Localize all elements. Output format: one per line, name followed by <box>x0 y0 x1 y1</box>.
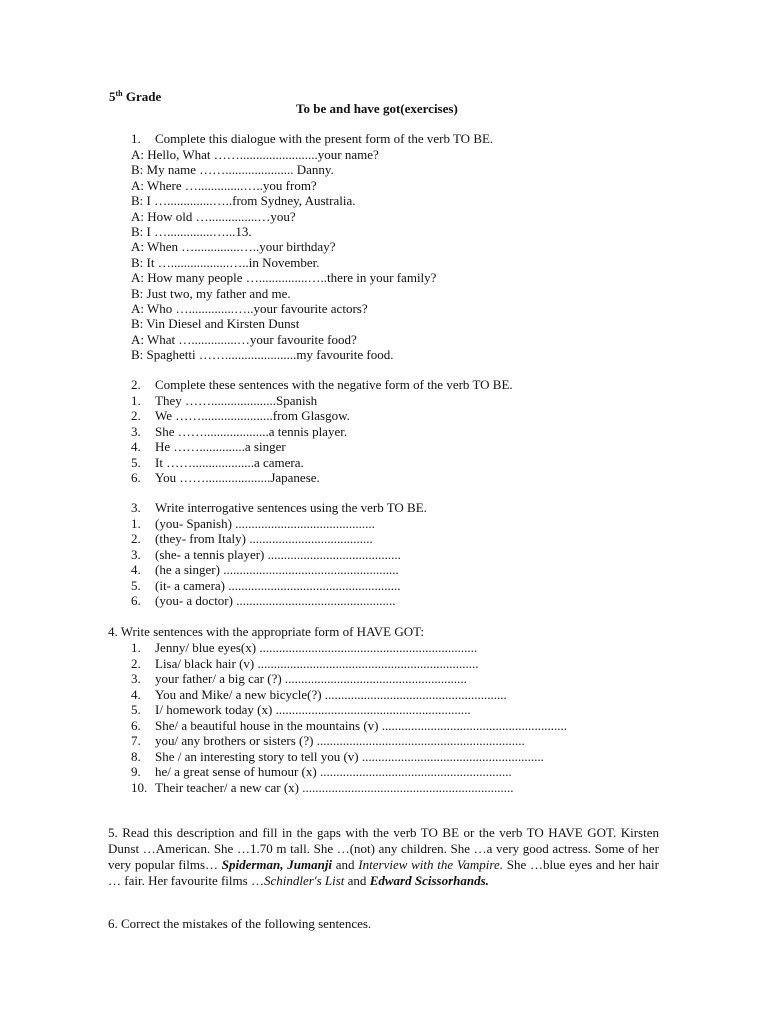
question-item-number: 3. <box>131 546 141 562</box>
have-got-item <box>131 749 544 764</box>
have-got-item <box>131 718 567 733</box>
grade-label: 5th Grade <box>109 89 162 104</box>
have-got-item <box>131 656 479 671</box>
have-got-item-number: 3. <box>131 671 141 686</box>
question-item <box>131 578 401 593</box>
question-item-text: (you- a doctor) ................................................. <box>155 593 396 608</box>
question-item <box>131 593 395 608</box>
question-item <box>131 562 399 577</box>
negative-sentence-item <box>131 470 320 485</box>
have-got-item-text: Jenny/ blue eyes(x) ................................................................... <box>155 640 478 655</box>
negative-sentence-item-number: 3. <box>131 423 141 439</box>
negative-sentence-item-number: 1. <box>131 393 141 408</box>
have-got-item-text: I/ homework today (x) ............................................................ <box>155 702 471 717</box>
have-got-item <box>131 764 512 779</box>
have-got-item-number: 1. <box>131 640 141 655</box>
worksheet-title: To be and have got(exercises) <box>296 101 458 116</box>
question-item-number: 6. <box>131 593 141 608</box>
negative-sentence-item <box>131 455 304 470</box>
have-got-item <box>131 733 525 748</box>
question-item-text: (you- Spanish) ........................................... <box>155 516 375 531</box>
have-got-item-text: Their teacher/ a new car (x) ................................................................. <box>155 779 514 795</box>
dialogue-line: A: How many people …...............…..there in your family? <box>131 270 437 286</box>
negative-sentence-item-number: 5. <box>131 454 141 470</box>
negative-sentence-item-text: You ……....................Japanese. <box>155 470 320 485</box>
negative-sentence-item-text: He ……..............a singer <box>155 439 286 455</box>
negative-sentence-item <box>131 393 317 408</box>
exercise-1-heading: 1. Complete this dialogue with the present form of the verb TO BE. <box>131 131 494 146</box>
have-got-item <box>131 702 471 717</box>
negative-sentence-item-text: It ……...................a camera. <box>155 454 304 470</box>
have-got-item-number: 5. <box>131 702 141 717</box>
question-item-text: (it- a camera) ..................................................... <box>155 577 401 593</box>
dialogue-line: A: How old …...............…you? <box>131 208 296 224</box>
question-item-number: 1. <box>131 516 141 531</box>
question-item <box>131 547 401 562</box>
exercise-3-heading: 3. Write interrogative sentences using the verb TO BE. <box>131 500 427 515</box>
negative-sentence-item-number: 4. <box>131 439 141 455</box>
have-got-item <box>131 671 467 686</box>
have-got-item-text: your father/ a big car (?) ........................................................ <box>155 671 467 686</box>
negative-sentence-item-number: 6. <box>131 470 141 485</box>
have-got-item <box>131 780 514 795</box>
have-got-item-text: She/ a beautiful house in the mountains (v) ......................................................... <box>155 717 567 733</box>
have-got-item-number: 10. <box>131 779 148 795</box>
dialogue-line: A: Where …..............…..you from? <box>131 177 317 193</box>
have-got-item-text: you/ any brothers or sisters (?) ................................................................ <box>155 733 525 748</box>
question-item <box>131 531 373 546</box>
dialogue-line: B: My name ……..................... Danny. <box>131 162 334 178</box>
negative-sentence-item-text: We ……......................from Glasgow. <box>155 408 350 424</box>
have-got-item-number: 2. <box>131 655 141 671</box>
have-got-item-number: 8. <box>131 748 141 764</box>
negative-sentence-item-text: They ……....................Spanish <box>155 393 318 408</box>
exercise-6-heading: 6. Correct the mistakes of the following sentences. <box>108 916 372 931</box>
have-got-item-number: 7. <box>131 733 141 748</box>
dialogue-line: A: Hello, What ……........................your name? <box>131 147 379 162</box>
negative-sentence-item <box>131 408 350 423</box>
dialogue-line: B: Vin Diesel and Kirsten Dunst <box>131 316 300 332</box>
dialogue-line: A: What …..............…your favourite food? <box>131 331 357 347</box>
have-got-item <box>131 687 507 702</box>
negative-sentence-item-number: 2. <box>131 408 141 424</box>
have-got-item-text: She / an interesting story to tell you (v) ........................................................ <box>155 748 544 764</box>
question-item-text: (they- from Italy) ...................................... <box>155 531 373 547</box>
have-got-item-number: 9. <box>131 764 141 779</box>
question-item-number: 2. <box>131 531 141 547</box>
dialogue-line: B: Just two, my father and me. <box>131 285 291 301</box>
dialogue-line: A: Who …..............…..your favourite actors? <box>131 301 368 316</box>
dialogue-line: B: It …..................…..in November. <box>131 254 320 270</box>
dialogue-line: B: I …..............…...13. <box>131 224 252 239</box>
have-got-item-text: he/ a great sense of humour (x) ........................................................... <box>155 764 512 779</box>
have-got-item <box>131 640 477 655</box>
negative-sentence-item <box>131 424 347 439</box>
dialogue-line: B: Spaghetti ……......................my favourite food. <box>131 347 394 363</box>
have-got-item-number: 6. <box>131 717 141 733</box>
have-got-item-text: You and Mike/ a new bicycle(?) ........................................................ <box>155 686 507 702</box>
question-item <box>131 516 375 531</box>
have-got-item-number: 4. <box>131 686 141 702</box>
exercise-2-heading: 2. Complete these sentences with the negative form of the verb TO BE. <box>131 377 513 392</box>
exercise-4-heading: 4. Write sentences with the appropriate form of HAVE GOT: <box>108 624 425 639</box>
have-got-item-text: Lisa/ black hair (v) .................................................................... <box>155 655 479 671</box>
negative-sentence-item-text: She ……....................a tennis player. <box>155 423 348 439</box>
question-item-number: 5. <box>131 577 141 593</box>
dialogue-line: A: When …..............…..your birthday? <box>131 239 336 255</box>
question-item-text: (she- a tennis player) ......................................... <box>155 546 401 562</box>
question-item-number: 4. <box>131 562 141 578</box>
question-item-text: (he a singer) ...................................................... <box>155 562 399 578</box>
dialogue-line: B: I …..............…..from Sydney, Australia. <box>131 193 356 209</box>
negative-sentence-item <box>131 439 286 454</box>
exercise-5-paragraph: 5. Read this description and fill in the gaps with the verb TO BE or the verb TO HAVE GOT. Kirsten Dunst …American. She …1.70 m tall. She …(not) any children. She …a very good actress. Some of her very popular films… Spiderman, Jumanji and Interview with the Vampire. She …blue eyes and her hair … fair. Her favourite films …Schindler's List and Edward Scissorhands. <box>108 825 659 888</box>
